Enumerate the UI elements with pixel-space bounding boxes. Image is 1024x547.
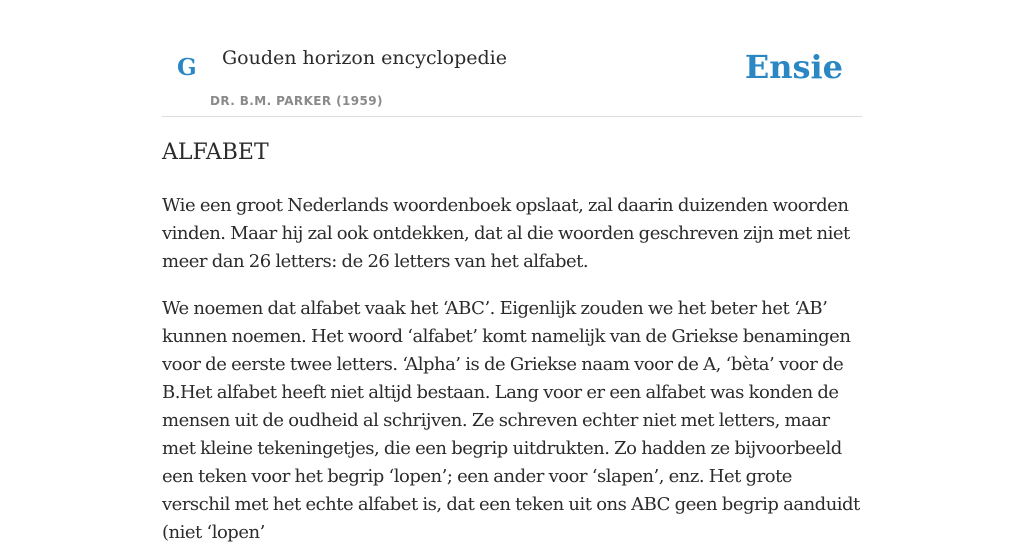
book-author: DR. B.M. PARKER (1959) bbox=[210, 94, 383, 108]
page-header bbox=[162, 0, 862, 117]
book-logo-icon[interactable]: G bbox=[177, 54, 197, 81]
article-content bbox=[162, 140, 862, 547]
article-paragraph: Wie een groot Nederlands woordenboek opslaat, zal daarin duizenden woorden vinden. Maar hij zal ook ontdekken, dat al die woorden geschreven zijn met niet meer dan 26 letters: de 26 letters van het alfabet. bbox=[162, 195, 850, 273]
article-title: ALFABET bbox=[162, 140, 269, 165]
ensie-brand-logo[interactable]: Ensie bbox=[744, 48, 843, 86]
article-paragraph: We noemen dat alfabet vaak het ‘ABC’. Eigenlijk zouden we het beter het ‘AB’ kunnen noemen. Het woord ‘alfabet’ komt namelijk van de Griekse benamingen voor de eerste twee letters. ‘Alpha’ is de Griekse naam voor de A, ‘bèta’ voor de B.Het alfabet heeft niet altijd bestaan. Lang voor er een alfabet was konden de mensen uit de oudheid al schrijven. Ze schreven echter niet met letters, maar met kleine tekeningetjes, die een begrip uitdrukten. Zo hadden ze bijvoorbeeld een teken voor het begrip ‘lopen’; een ander voor ‘slapen’, enz. Het grote verschil met het echte alfabet is, dat een teken uit ons ABC geen begrip aanduidt (niet ‘lopen’ bbox=[162, 298, 860, 544]
book-title-link[interactable]: Gouden horizon encyclopedie bbox=[222, 47, 507, 69]
